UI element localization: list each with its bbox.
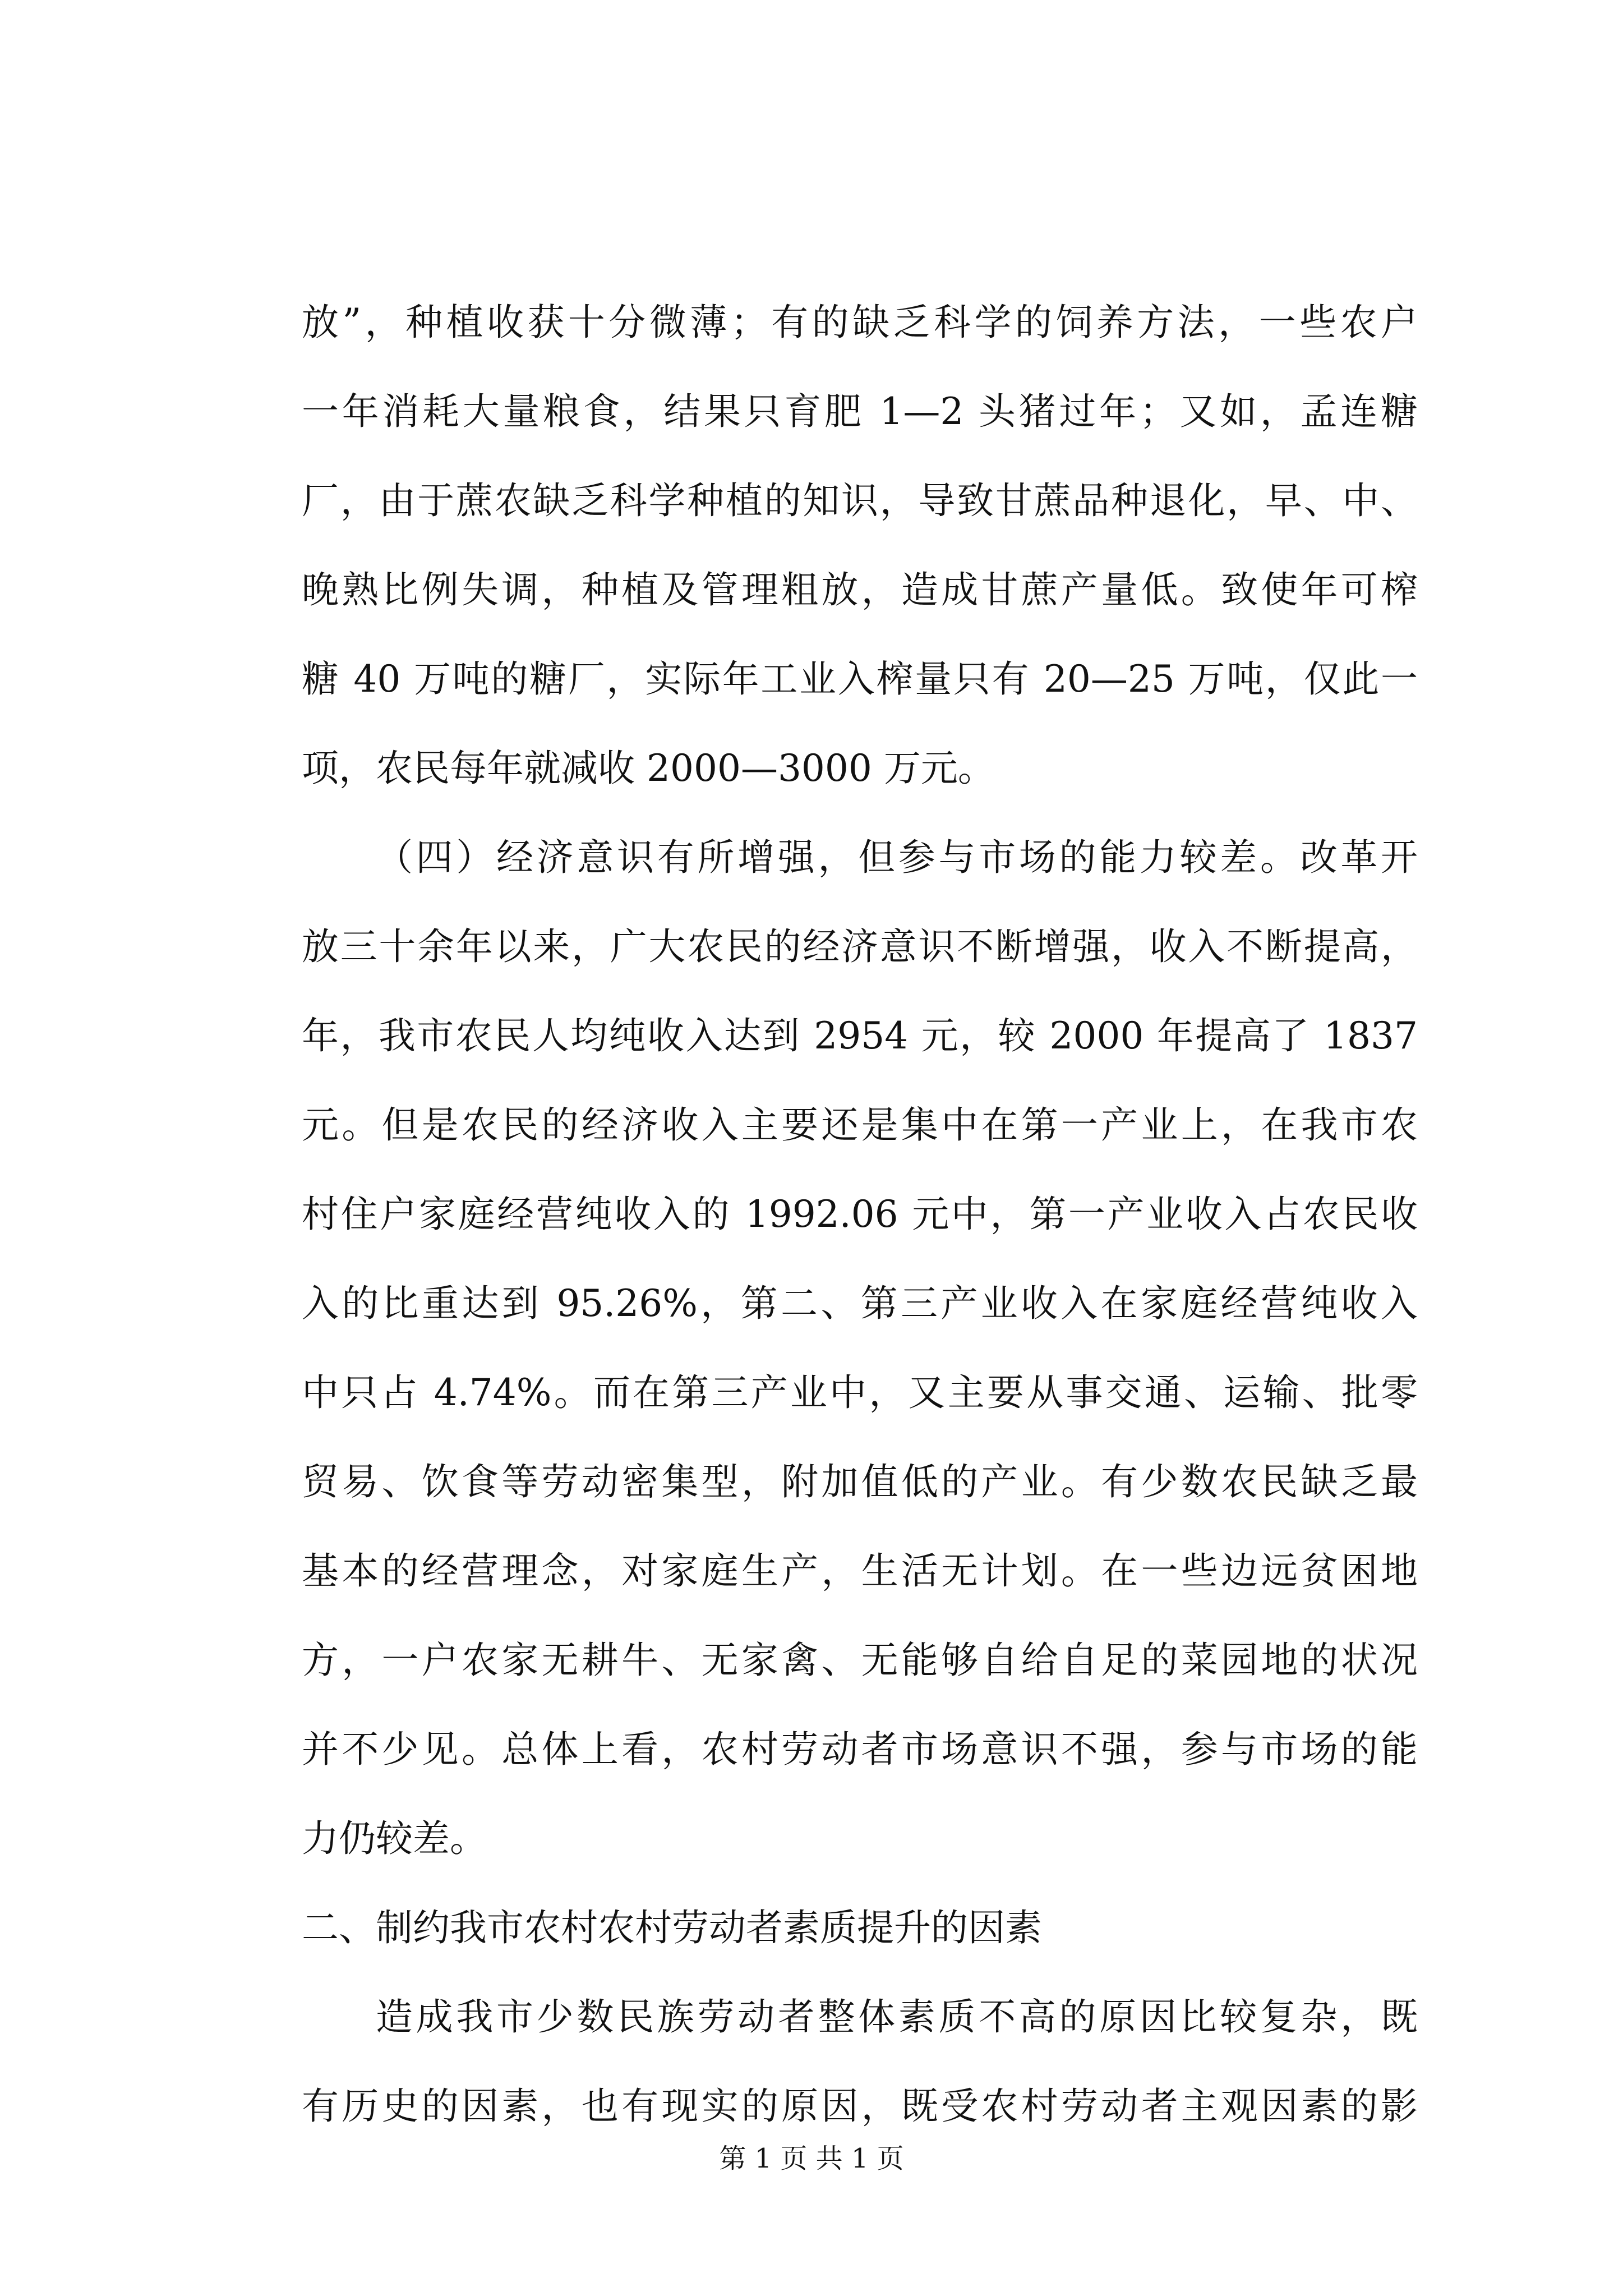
text-line: 厂，由于蔗农缺乏科学种植的知识，导致甘蔗品种退化，早、中、 (302, 479, 1418, 522)
text-line: 村住户家庭经营纯收入的 1992.06 元中，第一产业收入占农民收 (302, 1193, 1418, 1236)
text-line: 元。但是农民的经济收入主要还是集中在第一产业上，在我市农 (302, 1103, 1418, 1147)
text-line: 放”，种植收获十分微薄；有的缺乏科学的饲养方法，一些农户 (302, 301, 1418, 344)
text-line: 并不少见。总体上看，农村劳动者市场意识不强，参与市场的能 (302, 1728, 1418, 1771)
section-heading: 二、制约我市农村农村劳动者素质提升的因素 (302, 1906, 1042, 1949)
text-line: 放三十余年以来，广大农民的经济意识不断增强，收入不断提高， (302, 925, 1418, 968)
text-line: 有历史的因素，也有现实的原因，既受农村劳动者主观因素的影 (302, 2085, 1418, 2128)
text-line: 一年消耗大量粮食，结果只育肥 1—2 头猪过年；又如，孟连糖 (302, 390, 1418, 433)
text-line: 方，一户农家无耕牛、无家禽、无能够自给自足的菜园地的状况 (302, 1639, 1418, 1682)
text-line: 年，我市农民人均纯收入达到 2954 元，较 2000 年提高了 1837 (302, 1014, 1418, 1057)
text-line: 中只占 4.74%。而在第三产业中，又主要从事交通、运输、批零 (302, 1371, 1418, 1414)
text-line: 糖 40 万吨的糖厂，实际年工业入榨量只有 20—25 万吨，仅此一 (302, 657, 1418, 701)
text-line: 力仍较差。 (302, 1817, 487, 1860)
text-line: 项，农民每年就减收 2000—3000 万元。 (302, 747, 995, 790)
page-footer: 第 1 页 共 1 页 (719, 2143, 904, 2174)
text-line: 贸易、饮食等劳动密集型，附加值低的产业。有少数农民缺乏最 (302, 1460, 1418, 1503)
text-line: 晚熟比例失调，种植及管理粗放，造成甘蔗产量低。致使年可榨 (302, 568, 1418, 611)
paragraph-heading-line: （四）经济意识有所增强，但参与市场的能力较差。改革开 (376, 836, 1418, 879)
text-line: 入的比重达到 95.26%，第二、第三产业收入在家庭经营纯收入 (302, 1282, 1418, 1325)
text-line: 基本的经营理念，对家庭生产，生活无计划。在一些边远贫困地 (302, 1549, 1418, 1593)
text-line: 造成我市少数民族劳动者整体素质不高的原因比较复杂，既 (376, 1995, 1418, 2039)
